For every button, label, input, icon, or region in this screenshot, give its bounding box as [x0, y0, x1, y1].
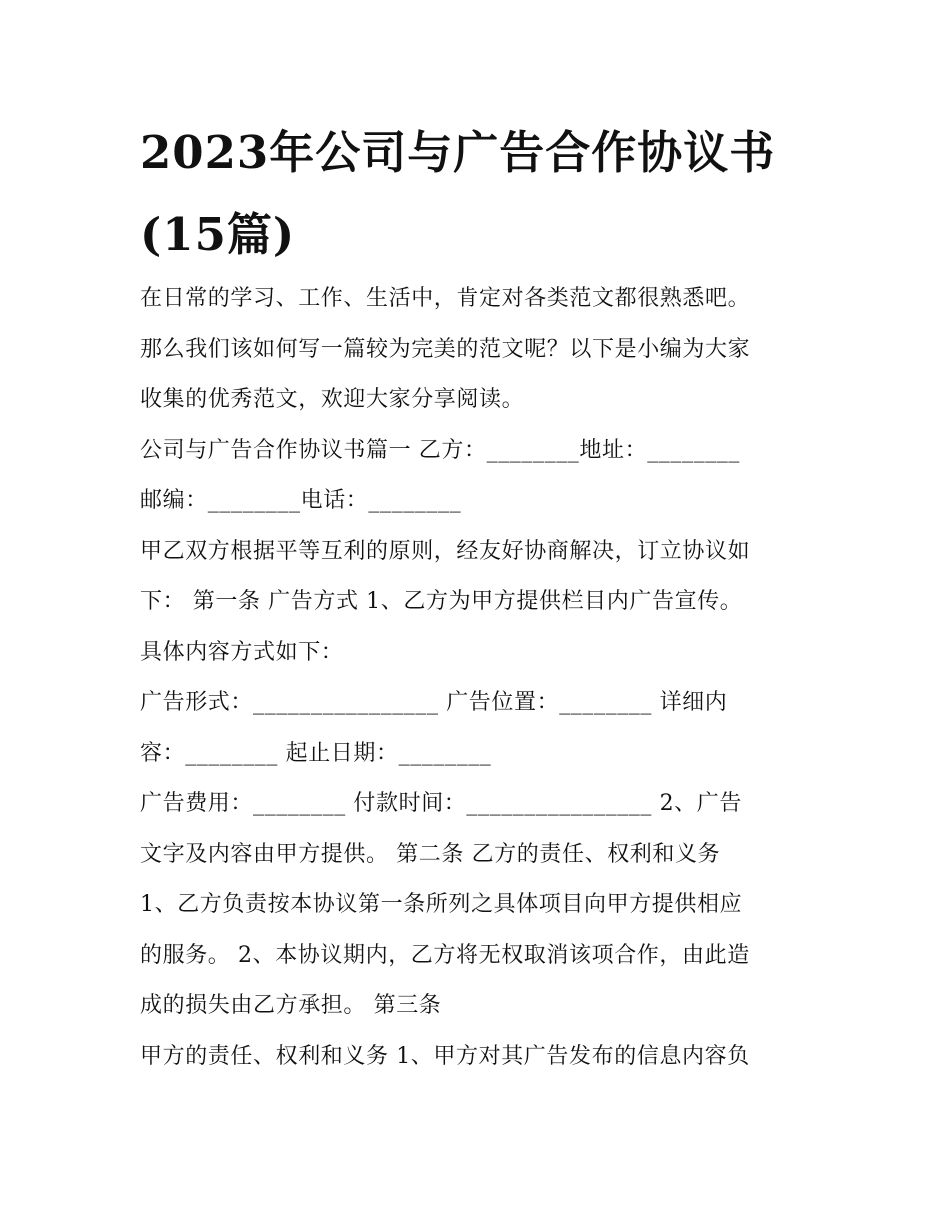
body-line: 1、乙方负责按本协议第一条所列之具体项目向甲方提供相应: [140, 892, 743, 917]
body-line: 下： 第一条 广告方式 1、乙方为甲方提供栏目内广告宣传。: [140, 589, 743, 614]
body-line: 邮编：________电话：________: [140, 488, 462, 513]
body-line: 在日常的学习、工作、生活中，肯定对各类范文都很熟悉吧。: [140, 286, 751, 311]
document-body: [140, 274, 830, 1082]
document-title: [140, 112, 820, 276]
body-line: 那么我们该如何写一篇较为完美的范文呢？以下是小编为大家: [140, 336, 751, 362]
body-line: 广告费用：________ 付款时间：________________ 2、广告: [140, 791, 742, 816]
body-line: 的服务。 2、本协议期内，乙方将无权取消该项合作，由此造: [140, 942, 750, 968]
body-line: 文字及内容由甲方提供。 第二条 乙方的责任、权利和义务: [140, 841, 721, 867]
body-line: 容：________ 起止日期：________: [140, 740, 492, 766]
body-line: 成的损失由乙方承担。 第三条: [140, 993, 442, 1018]
body-line: 广告形式：________________ 广告位置：________ 详细内: [140, 690, 728, 715]
body-line: 具体内容方式如下：: [140, 639, 344, 665]
body-line: 甲方的责任、权利和义务 1、甲方对其广告发布的信息内容负: [140, 1043, 750, 1069]
body-line: 甲乙双方根据平等互利的原则，经友好协商解决，订立协议如: [140, 538, 751, 564]
title-line-2: (15篇): [140, 208, 296, 261]
body-line: 收集的优秀范文，欢迎大家分享阅读。: [140, 387, 525, 412]
body-line: 公司与广告合作协议书篇一 乙方：________地址：________: [140, 437, 740, 463]
title-line-1: 2023年公司与广告合作协议书: [140, 126, 776, 179]
